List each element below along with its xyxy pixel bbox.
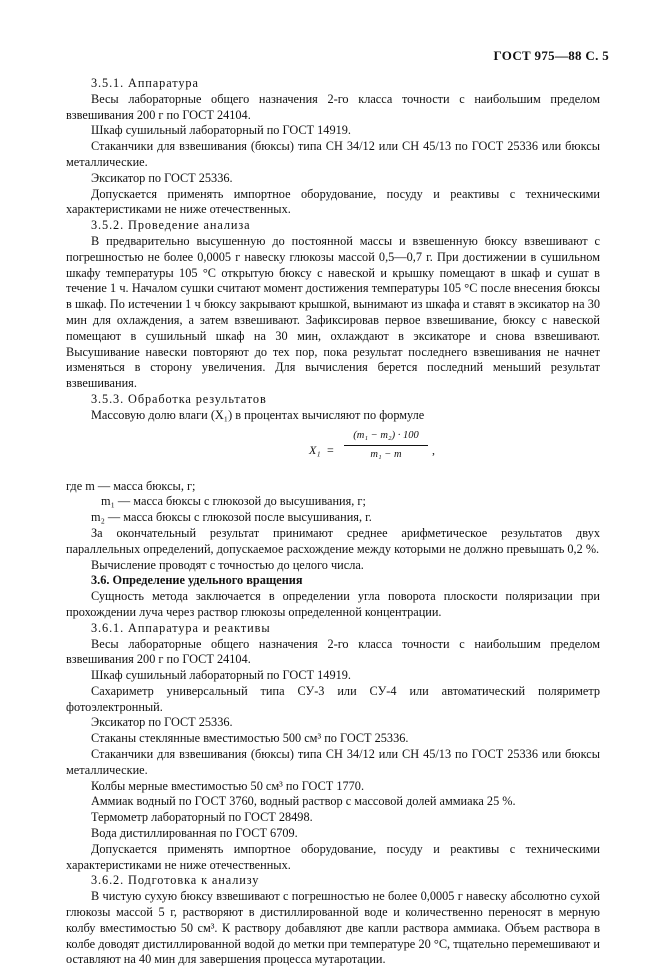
formula-numerator: (m₁ − m₂) · 100 [353,429,419,441]
legend-line: m₁ — масса бюксы с глюкозой до высушивания, г; [101,494,366,509]
paragraph: Аммиак водный по ГОСТ 3760, водный раствор с массовой долей аммиака 25 %. [91,794,516,809]
paragraph: Стаканчики для взвешивания (бюксы) типа СН 34/12 или СН 45/13 по ГОСТ 25336 или бюксы металлические. [66,747,600,777]
paragraph: Колбы мерные вместимостью 50 см³ по ГОСТ 1770. [91,778,365,793]
formula-legend [66,479,600,526]
paragraph: Стаканы стеклянные вместимостью 500 см³ по ГОСТ 25336. [91,731,409,746]
paragraph: Шкаф сушильный лабораторный по ГОСТ 14919. [91,123,351,138]
formula-comma: , [432,442,435,457]
section-3-5 [66,76,600,424]
paragraph: Весы лабораторные общего назначения 2-го класса точности с наибольшим пределом взвешивания 200 г по ГОСТ 24104. [66,91,600,122]
formula-lhs: X₁ [309,442,321,457]
paragraph: 3.6. Определение удельного вращения [91,573,303,588]
paragraph: В предварительно высушенную до постоянной массы и взвешенную бюксу взвешивают с погрешностью не более 0,0005 г навеску глюкозы массой 0,5—0,7 г. При достижении в сушильном шкафу температуры 105 °С открытую бюксу с навеской и крышку помещают в шкаф и сушат в течение 1 ч. Началом сушки считают момент достижения температуры 105 °С после внесения бюксы в шкаф. По истечении 1 ч бюксу закрывают крышкой, вынимают из шкафа и ставят в эксикатор на 30 мин для охлаждения, а затем взвешивают. Зафиксировав первое взвешивание, бюксу с навеской помещают в сушильный шкаф на 30 мин, охлаждают в эксикаторе и снова взвешивают. Высушивание навески повторяют до тех пор, пока результат последнего взвешивания не начнет изменяться в сторону увеличения. Для вычисления берется последний меньший результат взвешивания. [66,233,600,391]
paragraph: Стаканчики для взвешивания (бюксы) типа СН 34/12 или СН 45/13 по ГОСТ 25336 или бюксы металлические. [66,139,600,169]
paragraph: Допускается применять импортное оборудование, посуду и реактивы с техническими характеристиками не ниже отечественных. [66,841,600,872]
document-body [66,76,600,968]
formula-denominator: m₁ − m [370,448,402,460]
paragraph: Сущность метода заключается в определении угла поворота плоскости поляризации при прохождении луча через раствор глюкозы определенной концентрации. [66,589,600,619]
paragraph: Допускается применять импортное оборудование, посуду и реактивы с техническими характеристиками не ниже отечественных. [66,186,600,217]
section-3-5-end-and-3-6 [66,526,600,968]
paragraph: 3.6.2. Подготовка к анализу [91,873,260,888]
paragraph: 3.6.1. Аппаратура и реактивы [91,620,271,635]
formula-fraction [344,429,428,462]
paragraph: В чистую сухую бюксу взвешивают с погрешностью не более 0,0005 г навеску абсолютно сухой глюкозы массой 5 г, растворяют в дистиллированной воде и количественно переносят в мерную колбу вместимостью 50 см³. К раствору добавляют две капли раствора аммиака. Объем раствора в колбе доводят дистиллированной водой до метки при температуре 20 °С, тщательно перемешивают и оставляют на 40 мин для завершения процесса мутаротации. [66,889,600,967]
paragraph: Термометр лабораторный по ГОСТ 28498. [91,810,313,825]
paragraph: Вычисление проводят с точностью до целого числа. [91,557,364,572]
fraction-bar [344,445,428,446]
paragraph: Сахариметр универсальный типа СУ-3 или СУ-4 или автоматический поляриметр фотоэлектронный. [66,683,600,714]
paragraph: 3.5.2. Проведение анализа [91,218,251,233]
moisture-formula [66,427,600,477]
paragraph: Вода дистиллированная по ГОСТ 6709. [91,826,298,841]
legend-line: где m — масса бюксы, г; [66,478,196,493]
paragraph: Эксикатор по ГОСТ 25336. [91,715,233,730]
paragraph: Шкаф сушильный лабораторный по ГОСТ 14919. [91,668,351,683]
paragraph: Эксикатор по ГОСТ 25336. [91,170,233,185]
page-header: ГОСТ 975—88 С. 5 [493,48,609,63]
legend-line: m₂ — масса бюксы с глюкозой после высушивания, г. [91,510,372,525]
formula-equals: = [327,442,334,457]
paragraph: 3.5.1. Аппаратура [91,76,199,90]
paragraph: За окончательный результат принимают среднее арифметическое результатов двух параллельных определений, допускаемое расхождение между которыми не должно превышать 0,2 %. [66,525,600,556]
paragraph: 3.5.3. Обработка результатов [91,391,267,406]
paragraph: Весы лабораторные общего назначения 2-го класса точности с наибольшим пределом взвешивания 200 г по ГОСТ 24104. [66,636,600,667]
paragraph: Массовую долю влаги (X₁) в процентах вычисляют по формуле [91,407,425,422]
